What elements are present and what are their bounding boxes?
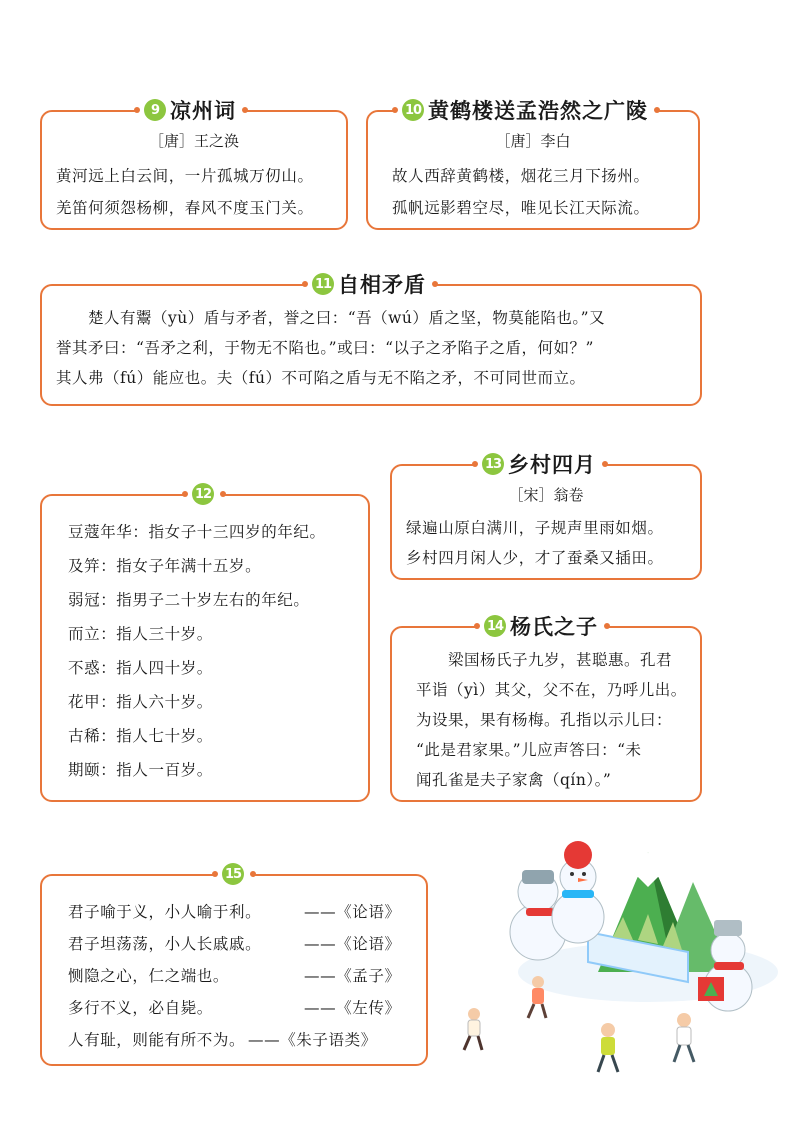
age-term-item: 古稀：指人七十岁。	[68, 727, 213, 745]
poem-title: 乡村四月	[508, 452, 596, 477]
poem-line: 故人西辞黄鹤楼，烟花三月下扬州。	[392, 167, 650, 185]
age-term-item: 不惑：指人四十岁。	[68, 659, 213, 677]
section-number-badge: 15	[222, 863, 244, 885]
poem-author: ［宋］翁卷	[508, 486, 584, 504]
age-terms-card	[40, 494, 370, 802]
story-title: 杨氏之子	[510, 614, 598, 639]
story-line: 其人弗（fú）能应也。夫（fú）不可陷之盾与无不陷之矛，不可同世而立。	[56, 369, 586, 387]
story-line: 为设果，果有杨梅。孔指以示儿曰：	[416, 711, 673, 729]
section-number-badge: 11	[312, 273, 334, 295]
section-number-badge: 9	[144, 99, 166, 121]
winter-snowman-illustration	[448, 822, 778, 1092]
section-title-13	[476, 451, 604, 477]
section-title-15	[216, 861, 252, 887]
section-title-10	[396, 97, 656, 123]
poem-line: 孤帆远影碧空尽，唯见长江天际流。	[392, 199, 650, 217]
story-card-yangshizhizi	[390, 626, 702, 802]
poem-line: 黄河远上白云间，一片孤城万仞山。	[56, 167, 314, 185]
section-title-12	[186, 481, 222, 507]
poem-line: 羌笛何须怨杨柳，春风不度玉门关。	[56, 199, 314, 217]
poem-author: ［唐］李白	[495, 132, 571, 150]
quote-source: ——《论语》	[304, 903, 401, 921]
section-title-9	[138, 97, 244, 123]
story-text	[56, 306, 605, 388]
poem-card-xiangcunsiyue	[390, 464, 702, 580]
story-title: 自相矛盾	[338, 272, 426, 297]
quote-source: ——《论语》	[304, 935, 401, 953]
age-term-item: 花甲：指人六十岁。	[68, 693, 213, 711]
story-line: 闻孔雀是夫子家禽（qín）。”	[416, 771, 612, 789]
poem-title: 黄鹤楼送孟浩然之广陵	[428, 98, 648, 123]
story-card-zixiangmaodun	[40, 284, 702, 406]
section-number-badge: 14	[484, 615, 506, 637]
story-line: 平诣（yì）其父，父不在，乃呼儿出。	[416, 681, 687, 699]
story-line: 誉其矛曰：“吾矛之利，于物无不陷也。”或曰：“以子之矛陷子之盾，何如？”	[56, 339, 594, 357]
poem-author: ［唐］王之涣	[148, 132, 239, 150]
poem-title: 凉州词	[170, 98, 236, 123]
section-number-badge: 12	[192, 483, 214, 505]
age-term-item: 豆蔻年华：指女子十三四岁的年纪。	[68, 523, 326, 541]
age-term-item: 弱冠：指男子二十岁左右的年纪。	[68, 591, 310, 609]
section-title-11	[306, 271, 434, 297]
quotes-card	[40, 874, 428, 1066]
quote-text: 多行不义，必自毙。	[68, 999, 213, 1017]
poem-card-liangzhouci	[40, 110, 348, 230]
age-term-item: 而立：指人三十岁。	[68, 625, 213, 643]
quote-source: ——《孟子》	[304, 967, 401, 985]
quote-text: 恻隐之心，仁之端也。	[68, 967, 230, 985]
quote-text: 人有耻，则能有所不为。	[68, 1031, 246, 1049]
poem-card-huanghelou	[366, 110, 700, 230]
section-number-badge: 10	[402, 99, 424, 121]
age-term-item: 及笄：指女子年满十五岁。	[68, 557, 262, 575]
section-number-badge: 13	[482, 453, 504, 475]
poem-line: 乡村四月闲人少，才了蚕桑又插田。	[406, 549, 664, 567]
section-title-14	[478, 613, 606, 639]
age-term-item: 期颐：指人一百岁。	[68, 761, 213, 779]
quote-source: ——《左传》	[304, 999, 401, 1017]
story-line: 梁国杨氏子九岁，甚聪惠。孔君	[448, 651, 673, 669]
story-text	[416, 648, 687, 790]
quote-text: 君子喻于义，小人喻于利。	[68, 903, 262, 921]
story-line: 楚人有鬻（yù）盾与矛者，誉之曰：“吾（wú）盾之坚，物莫能陷也。”又	[88, 309, 606, 327]
quote-source: ——《朱子语类》	[248, 1031, 377, 1049]
poem-line: 绿遍山原白满川，子规声里雨如烟。	[406, 519, 664, 537]
quote-text: 君子坦荡荡，小人长戚戚。	[68, 935, 262, 953]
story-line: “此是君家果。”儿应声答曰：“未	[416, 741, 642, 759]
